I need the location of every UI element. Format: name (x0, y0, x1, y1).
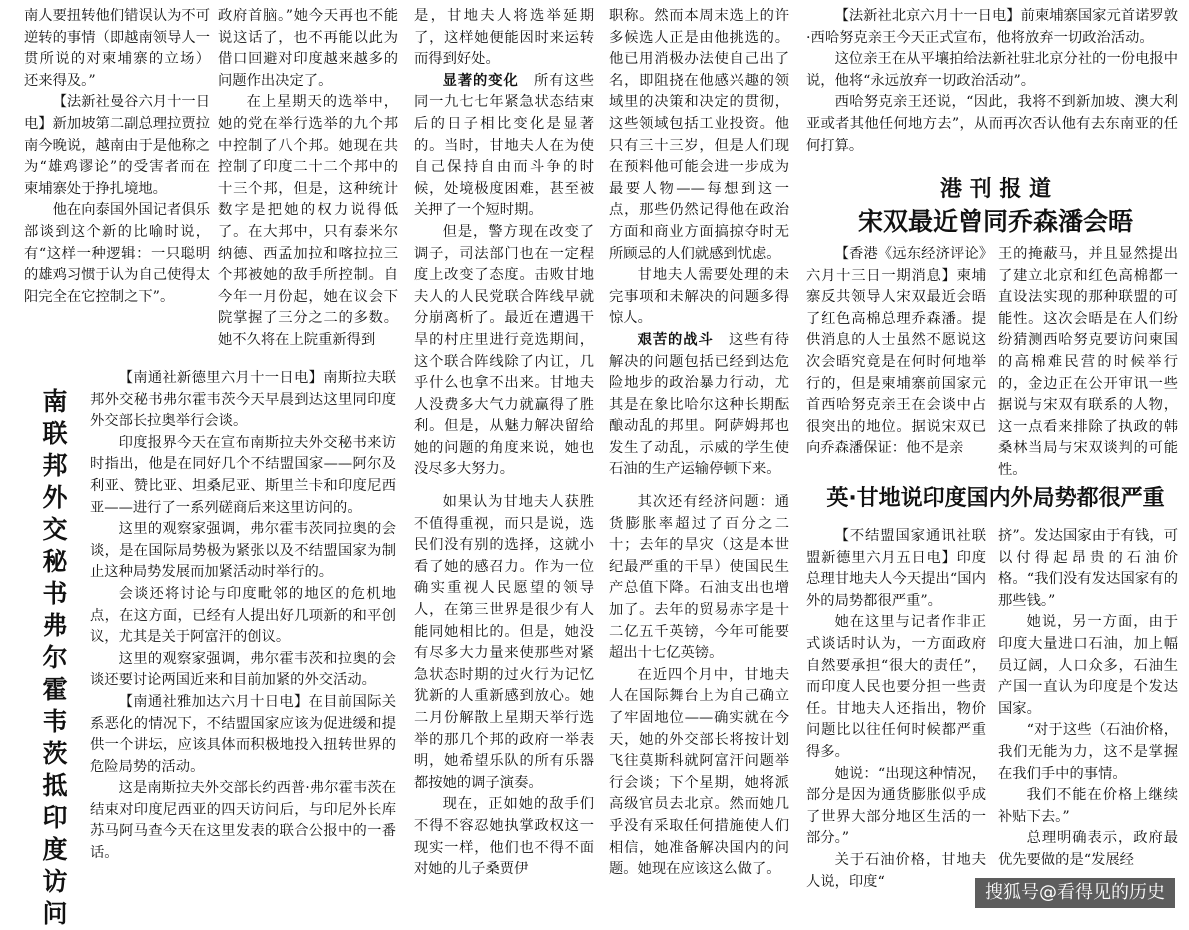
col4-top-article (609, 6, 789, 481)
paragraph: 【法新社曼谷六月十一日电】新加坡第二副总理拉贾拉南今晚说，越南由于是他称之为“雄鸡谬论”的受害者而在柬埔寨处于挣扎境地。 (24, 94, 210, 197)
paragraph: 这里的观察家强调，弗尔霍韦茨和拉奥的会谈还要讨论两国近来和目前加紧的外交活动。 (90, 650, 396, 689)
paragraph-text: 所有这些同一九七七年紧急状态结束后的日子相比变化是显著的。当时，甘地夫人在为使自己保持自由而斗争的时候，处境极度困难，甚至被关押了一个短时期。 (414, 72, 594, 219)
paragraph: 是，甘地夫人将选举延期了，这样她便能因时来运转而得到好处。 (414, 8, 594, 68)
paragraph: 职称。然而本周末选上的许多候选人正是由他挑选的。他已用消极办法使自己出了名，即阻挠在他感兴趣的领域里的决策和决定的贯彻，这些领域包括工业投资。他只有三十三岁，但是人们现在预料他可能会进一步成为最要人物——每想到这一点，那些仍然记得他在政治方面和商业方面搞掠夺时无所顾忌的人们就感到忧虑。 (609, 8, 789, 262)
hk-headline: 宋双最近曾同乔森潘会晤 (857, 207, 1133, 236)
subheading: 艰苦的战斗 (637, 331, 714, 348)
paragraph: 【不结盟国家通讯社联盟新德里六月五日电】印度总理甘地夫人今天提出“国内外的局势都很严重”。 (806, 528, 986, 609)
paragraph: 她在这里与记者作非正式谈话时认为，一方面政府自然要承担“很大的责任”，而印度人民也要分担一些责任。甘地夫人还指出，物价问题比以往任何时候都严重得多。 (806, 614, 986, 760)
paragraph: 这里的观察家强调，弗尔霍韦茨同拉奥的会谈，是在国际局势极为紧张以及不结盟国家为制止这种局势发展而加紧活动时举行的。 (90, 521, 396, 581)
paragraph: 【南通社新德里六月十一日电】南斯拉夫联邦外交秘书弗尔霍韦茨今天早晨到达这里同印度外交部长拉奥举行会谈。 (90, 370, 396, 430)
vertical-headline: 南联邦外交秘书弗尔霍韦茨抵印度访问 (42, 387, 68, 928)
hk-article-col-a (806, 244, 986, 460)
paragraph: 他在向泰国外国记者俱乐部谈到这个新的比喻时说，有“这样一种逻辑：一只聪明的雄鸡习惯于认为自己使得太阳完全在它控制之下”。 (24, 202, 210, 305)
sihanouk-article (806, 6, 1178, 157)
paragraph: 王的掩蔽马，并且显然提出了建立北京和红色高棉都一直设法实现的那种联盟的可能性。这次会晤是在人们纷纷猜测西哈努克要访问柬国的高棉难民营的时候举行的，金边正在公开审讯一些据说与宋双有联系的人物，这一点看来排除了执政的韩桑林当局与宋双谈判的可能性。 (998, 246, 1178, 478)
paragraph: 其次还有经济问题：通货膨胀率超过了百分之二十；去年的旱灾（这是本世纪最严重的干旱）使国民生产总值下降。石油支出也增加了。去年的贸易赤字是十二亿五千英镑，今年可能要超出十七亿英镑。 (609, 494, 789, 662)
yugoslav-article (90, 368, 396, 865)
gandhi-headline: 英·甘地说印度国内外局势都很严重 (826, 486, 1165, 511)
paragraph: 【法新社北京六月十一日电】前柬埔寨国家元首诺罗敦·西哈努克亲王今天正式宣布，他将放弃一切政治活动。 (806, 8, 1178, 46)
paragraph: 在上星期天的选举中，她的党在举行选举的九个邦中控制了八个邦。她现在共控制了印度二十二个邦中的十三个邦，但是，这种统计数字是把她的权力说得低了。在大邦中，只有泰米尔纳德、西孟加拉和喀拉拉三个邦被她的敌手所控制。自今年一月份起，她在议会下院掌握了三分之二的多数。她不久将在上院重新得到 (218, 94, 398, 348)
paragraph: 关于石油价格，甘地夫人说，印度“ (806, 851, 986, 890)
gandhi-article-col-b (998, 526, 1178, 872)
paragraph: 如果认为甘地夫人获胜不值得重视，而只是说，选民们没有别的选择，这就小看了她的感召力。作为一位确实重视人民愿望的领导人，在第三世界是很少有人能同她相比的。但是，她没有尽多大力量来使那些对紧急状态时期的过火行为记忆犹新的人重新感到放心。她二月份解散上星期天举行选举的那几个邦的政府一举表明，她希望乐队的所有乐器都按她的调子演奏。 (414, 494, 594, 791)
paragraph: 【南通社雅加达六月十日电】在目前国际关系恶化的情况下，不结盟国家应该为促进缓和提供一个讲坛，应该具体而积极地投入扭转世界的危险局势的活动。 (90, 693, 396, 775)
paragraph: 现在，正如她的敌手们不得不容忍她执掌政权这一现实一样，他们也不得不面对她的儿子桑贾伊 (414, 796, 594, 878)
paragraph (414, 71, 594, 222)
gandhi-article-col-a (806, 526, 986, 893)
paragraph: 她说：“出现这种情况，部分是因为通货膨胀似乎成了世界大部分地区生活的一部分。” (806, 765, 986, 847)
subheading: 显著的变化 (442, 72, 519, 89)
paragraph: 在近四个月中，甘地夫人在国际舞台上为自己确立了牢固地位——确实就在今天，她的外交部长将按计划飞往莫斯科就阿富汗问题举行会谈；下个星期，她将派高级官员去北京。然而她几乎没有采取任何措施使人们相信，她准备解决国内的问题。她现在应该这么做了。 (609, 666, 789, 878)
paragraph: 【香港《远东经济评论》六月十三日一期消息】柬埔寨反共领导人宋双最近会晤了红色高棉总理乔森潘。提供消息的人士虽然不愿说这次会晤究竟是在何时何地举行的，但是柬埔寨前国家元首西哈努克亲王在会谈中占很突出的地位。据说宋双已向乔森潘保证：他不是亲 (806, 246, 986, 457)
col4-lower-article (609, 492, 789, 881)
paragraph: 挤”。发达国家由于有钱，可以付得起昂贵的石油价格。“我们没有发达国家有的那些钱。” (998, 528, 1178, 609)
paragraph: 印度报界今天在宣布南斯拉夫外交秘书来访时指出，他是在同好几个不结盟国家——阿尔及利亚、赞比亚、坦桑尼亚、斯里兰卡和印度尼西亚——进行了一系列磋商后来这里访问的。 (90, 434, 396, 516)
paragraph: 总理明确表示，政府最优先要做的是“发展经 (998, 830, 1178, 868)
paragraph: 南人要扭转他们错误认为不可逆转的事情（即越南领导人一贯所说的对柬埔寨的立场） 还来得及。” (24, 8, 210, 89)
paragraph: “对于这些（石油价格，我们无能为力，这不是掌握在我们手中的事情。 (998, 722, 1178, 782)
watermark: 搜狐号@看得见的历史 (975, 878, 1175, 908)
paragraph: 她说，另一方面，由于印度大量进口石油，加上幅员辽阔，人口众多，石油生产国一直认为印度是个发达国家。 (998, 614, 1178, 717)
paragraph (609, 330, 789, 481)
paragraph: 我们不能在价格上继续补贴下去。” (998, 787, 1178, 825)
paragraph: 会谈还将讨论与印度毗邻的地区的危机地点，在这方面，已经有人提出好几项新的和平创议，尤其是关于阿富汗的创议。 (90, 585, 396, 646)
col3-top-article (414, 6, 594, 481)
hk-kicker: 港 刊 报 道 (940, 177, 1051, 202)
paragraph: 但是，警方现在改变了调子，司法部门也在一定程度上改变了态度。击败甘地夫人的人民党联合阵线早就分崩离析了。最近在遭遇干旱的村庄里进行竞选期间，这个联合阵线除了内讧，几乎什么也拿不出来。甘地夫人没费多大气力就赢得了胜利。但是，从魅力解决留给她的问题的角度来说，她也没尽多大努力。 (414, 223, 594, 478)
paragraph: 这是南斯拉夫外交部长约西普·弗尔霍韦茨在结束对印度尼西亚的四天访问后，与印尼外长库苏马阿马查今天在这里发表的联合公报中的一番话。 (90, 780, 396, 862)
paragraph: 甘地夫人需要处理的未完事项和未解决的问题多得惊人。 (609, 267, 789, 327)
col2-top-article (218, 6, 398, 352)
hk-article-col-b (998, 244, 1178, 482)
col3-lower-article (414, 492, 594, 881)
paragraph: 西哈努克亲王还说，“因此，我将不到新加坡、澳大利亚或者其他任何地方去”，从而再次否认他有去东南亚的任何打算。 (806, 94, 1178, 154)
col1-top-article (24, 6, 210, 308)
paragraph: 这位亲王在从平壤拍给法新社驻北京分社的一份电报中说，他将“永远放弃一切政治活动”。 (806, 51, 1178, 89)
paragraph-text: 这些有待解决的问题包括已经到达危险地步的政治暴力行动，尤其是在象比哈尔这种长期酝酿动乱的邦里。阿萨姆邦也发生了动乱，示威的学生使石油的生产运输停顿下来。 (609, 331, 789, 478)
paragraph: 政府首脑。”她今天再也不能说这话了，也不再能以此为借口回避对印度越来越多的问题作出决定了。 (218, 8, 398, 89)
